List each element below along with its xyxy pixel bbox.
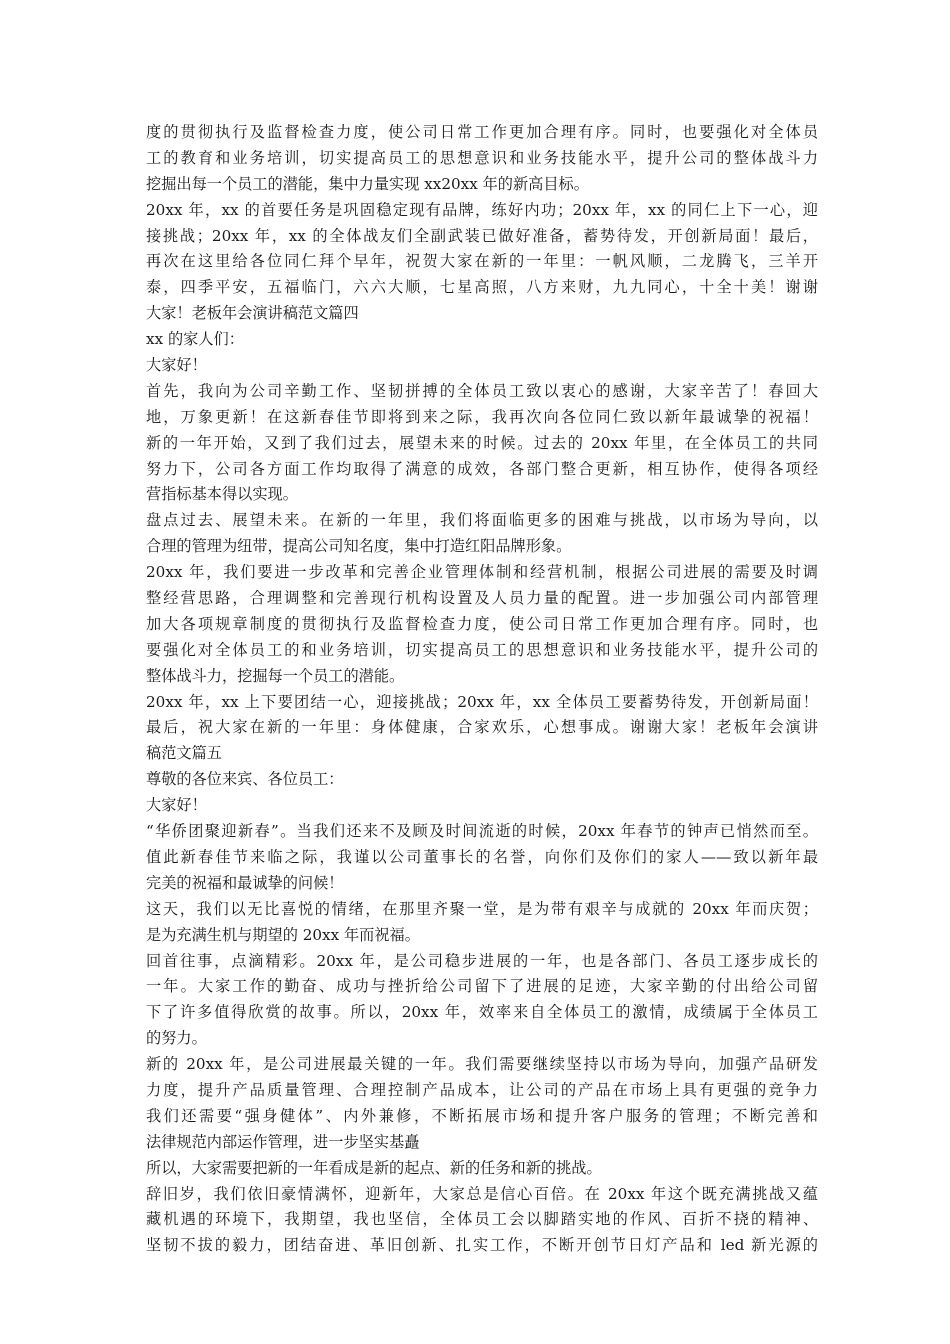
text-line: 盘点过去、展望未来。在新的一年里，我们将面临更多的困难与挑战，以市场为导向，以 <box>146 511 818 530</box>
text-line: 所以，大家需要把新的一年看成是新的起点、新的任务和新的挑战。 <box>146 1158 602 1177</box>
text-line: 辞旧岁，我们依旧豪情满怀，迎新年，大家总是信心百倍。在 20xx 年这个既充满挑战又蕴 <box>146 1184 818 1203</box>
text-line: 坚韧不拔的毅力，团结奋进、革旧创新、扎实工作，不断开创节日灯产品和 led 新光源的 <box>146 1236 818 1255</box>
text-line: 我们还需要“强身健体”、内外兼修，不断拓展市场和提升客户服务的管理；不断完善和 <box>146 1106 818 1125</box>
text-line: 回首往事，点滴精彩。20xx 年，是公司稳步进展的一年，也是各部门、各员工逐步成长的 <box>146 951 818 970</box>
text-line: 新的 20xx 年，是公司进展最关键的一年。我们需要继续坚持以市场为导向，加强产品研发 <box>146 1055 818 1074</box>
text-line: 挖掘出每一个员工的潜能，集中力量实现 xx20xx 年的新高目标。 <box>146 174 589 193</box>
text-line: 尊敬的各位来宾、各位员工： <box>146 770 344 789</box>
text-line: 要强化对全体员工的和业务培训，切实提高员工的思想意识和业务技能水平，提升公司的 <box>146 640 818 659</box>
text-line: 整体战斗力，挖掘每一个员工的潜能。 <box>146 666 405 685</box>
text-line: 工的教育和业务培训，切实提高员工的思想意识和业务技能水平，提升公司的整体战斗力 <box>146 148 818 167</box>
text-line: 新的一年开始，又到了我们过去，展望未来的时候。过去的 20xx 年里，在全体员工的共同 <box>146 433 818 452</box>
text-line: 加大各项规章制度的贯彻执行及监督检查力度，使公司日常工作更加合理有序。同时，也 <box>146 614 818 633</box>
text-line: 接挑战；20xx 年，xx 的全体战友们全副武装已做好准备，蓄势待发，开创新局面！最后， <box>146 226 818 245</box>
text-line: 度的贯彻执行及监督检查力度，使公司日常工作更加合理有序。同时，也要强化对全体员 <box>146 123 818 141</box>
text-line: 一年。大家工作的勤奋、成功与挫折给公司留下了进展的足迹，大家辛勤的付出给公司留 <box>146 977 818 996</box>
text-line: 20xx 年，我们要进一步改革和完善企业管理体制和经营机制，根据公司进展的需要及时调 <box>146 563 818 582</box>
text-line: 完美的祝福和最诚挚的问候！ <box>146 873 344 892</box>
text-line: 再次在这里给各位同仁拜个早年，祝贺大家在新的一年里：一帆风顺，二龙腾飞，三羊开 <box>146 252 818 271</box>
text-line: 营指标基本得以实现。 <box>146 485 298 504</box>
text-line: 首先，我向为公司辛勤工作、坚韧拼搏的全体员工致以衷心的感谢，大家辛苦了！春回大 <box>146 381 818 400</box>
text-line: 是为充满生机与期望的 20xx 年而祝福。 <box>146 925 420 944</box>
text-line: 下了许多值得欣赏的故事。所以，20xx 年，效率来自全体员工的激情，成绩属于全体员工 <box>146 1003 818 1022</box>
text-line: 最后，祝大家在新的一年里：身体健康，合家欢乐，心想事成。谢谢大家！老板年会演讲 <box>146 718 818 737</box>
text-line: 合理的管理为纽带，提高公司知名度，集中打造红阳品牌形象。 <box>146 537 572 556</box>
text-line: 值此新春佳节来临之际，我谨以公司董事长的名誉，向你们及你们的家人——致以新年最 <box>146 847 818 866</box>
text-line: 法律规范内部运作管理，进一步坚实基矗 <box>146 1132 420 1151</box>
text-line: 的努力。 <box>146 1029 207 1048</box>
body-text <box>146 120 818 1259</box>
text-line: 泰，四季平安，五福临门，六六大顺，七星高照，八方来财，九九同心，十全十美！谢谢 <box>146 278 818 297</box>
text-line: 整经营思路，合理调整和完善现行机构设置及人员力量的配置。进一步加强公司内部管理 <box>146 589 818 608</box>
text-line: 努力下，公司各方面工作均取得了满意的成效，各部门整合更新，相互协作，使得各项经 <box>146 459 818 478</box>
text-line: 藏机遇的环境下，我期望，我也坚信，全体员工会以脚踏实地的作风、百折不挠的精神、 <box>146 1210 818 1229</box>
text-line: 稿范文篇五 <box>146 744 222 763</box>
text-line: 大家！老板年会演讲稿范文篇四 <box>146 304 359 323</box>
text-line: 大家好！ <box>146 356 207 375</box>
text-line: 这天，我们以无比喜悦的情绪，在那里齐聚一堂，是为带有艰辛与成就的 20xx 年而庆贺； <box>146 899 818 918</box>
text-line: 力度，提升产品质量管理、合理控制产品成本，让公司的产品在市场上具有更强的竞争力 <box>146 1080 818 1099</box>
text-line: 地，万象更新！在这新春佳节即将到来之际，我再次向各位同仁致以新年最诚挚的祝福！ <box>146 407 818 426</box>
text-line: “华侨团聚迎新春”。当我们还来不及顾及时间流逝的时候，20xx 年春节的钟声已悄然而至。 <box>146 822 818 841</box>
text-line: 20xx 年，xx 的首要任务是巩固稳定现有品牌，练好内功；20xx 年，xx 的同仁上下一心，迎 <box>146 200 818 219</box>
text-line: 20xx 年，xx 上下要团结一心，迎接挑战；20xx 年，xx 全体员工要蓄势待发，开创新局面！ <box>146 692 818 711</box>
text-line: 大家好！ <box>146 796 207 815</box>
text-line: xx 的家人们： <box>146 330 244 349</box>
